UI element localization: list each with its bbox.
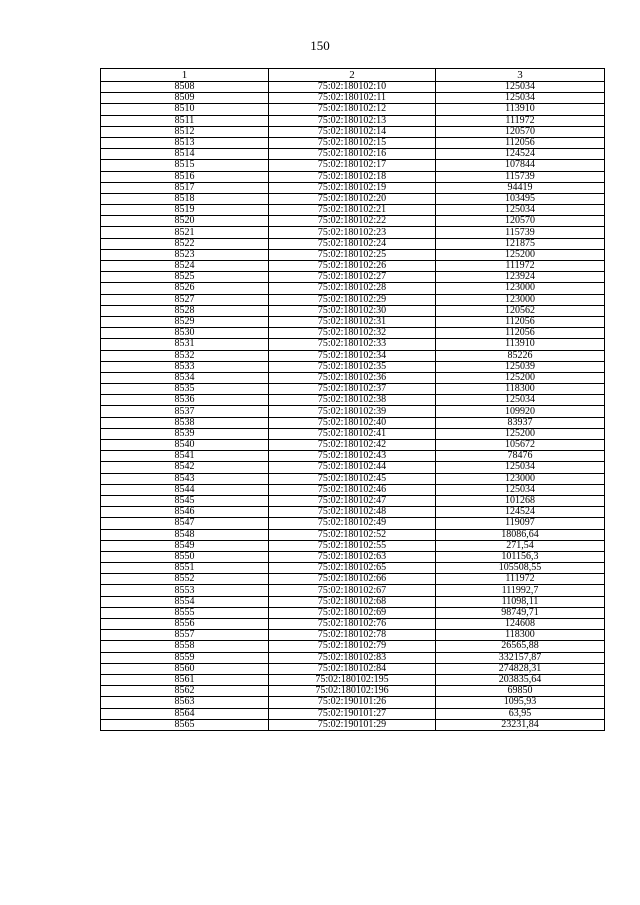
value-cell: 125034 [436,82,605,93]
table-row [101,551,605,562]
row-number-cell: 8565 [101,719,269,730]
row-number-cell: 8522 [101,238,269,249]
cadastral-number-cell: 75:02:180102:26 [269,261,436,272]
cadastral-number-cell: 75:02:180102:21 [269,205,436,216]
row-number-cell: 8515 [101,160,269,171]
cadastral-number-cell: 75:02:180102:46 [269,484,436,495]
value-cell: 125034 [436,205,605,216]
table-row [101,104,605,115]
table-row [101,473,605,484]
value-cell: 120570 [436,126,605,137]
row-number-cell: 8540 [101,440,269,451]
value-cell: 274828,31 [436,663,605,674]
value-cell: 124608 [436,619,605,630]
table-row [101,82,605,93]
row-number-cell: 8539 [101,428,269,439]
cadastral-number-cell: 75:02:180102:10 [269,82,436,93]
value-cell: 105508,55 [436,563,605,574]
cadastral-number-cell: 75:02:180102:29 [269,294,436,305]
row-number-cell: 8532 [101,350,269,361]
row-number-cell: 8547 [101,518,269,529]
value-cell: 26565,88 [436,641,605,652]
row-number-cell: 8526 [101,283,269,294]
table-row [101,227,605,238]
row-number-cell: 8536 [101,395,269,406]
cadastral-number-cell: 75:02:180102:49 [269,518,436,529]
cadastral-number-cell: 75:02:180102:13 [269,115,436,126]
row-number-cell: 8531 [101,339,269,350]
table-row [101,339,605,350]
page-number: 150 [310,38,330,53]
cadastral-number-cell: 75:02:180102:35 [269,361,436,372]
cadastral-number-cell: 75:02:180102:41 [269,428,436,439]
value-cell: 123924 [436,272,605,283]
value-cell: 107844 [436,160,605,171]
column-header-1: 1 [101,69,269,82]
value-cell: 111972 [436,574,605,585]
value-cell: 103495 [436,193,605,204]
value-cell: 98749,71 [436,607,605,618]
row-number-cell: 8523 [101,249,269,260]
row-number-cell: 8557 [101,630,269,641]
cadastral-number-cell: 75:02:180102:83 [269,652,436,663]
row-number-cell: 8550 [101,551,269,562]
value-cell: 125200 [436,372,605,383]
table-row [101,328,605,339]
value-cell: 78476 [436,451,605,462]
value-cell: 115739 [436,171,605,182]
cadastral-number-cell: 75:02:190101:29 [269,719,436,730]
row-number-cell: 8510 [101,104,269,115]
table-row [101,529,605,540]
value-cell: 121875 [436,238,605,249]
cadastral-number-cell: 75:02:180102:66 [269,574,436,585]
row-number-cell: 8553 [101,585,269,596]
row-number-cell: 8537 [101,406,269,417]
value-cell: 63,95 [436,708,605,719]
value-cell: 69850 [436,686,605,697]
cadastral-number-cell: 75:02:190101:27 [269,708,436,719]
row-number-cell: 8541 [101,451,269,462]
cadastral-number-cell: 75:02:180102:18 [269,171,436,182]
table-row [101,630,605,641]
row-number-cell: 8559 [101,652,269,663]
cadastral-number-cell: 75:02:180102:44 [269,462,436,473]
row-number-cell: 8509 [101,93,269,104]
value-cell: 125034 [436,93,605,104]
cadastral-number-cell: 75:02:180102:28 [269,283,436,294]
value-cell: 101268 [436,495,605,506]
value-cell: 332157,87 [436,652,605,663]
value-cell: 115739 [436,227,605,238]
cadastral-number-cell: 75:02:180102:63 [269,551,436,562]
value-cell: 203835,64 [436,674,605,685]
cadastral-number-cell: 75:02:180102:32 [269,328,436,339]
table-row [101,507,605,518]
table-row [101,574,605,585]
row-number-cell: 8554 [101,596,269,607]
cadastral-number-cell: 75:02:180102:24 [269,238,436,249]
table-row [101,451,605,462]
table-body [101,82,605,731]
value-cell: 112056 [436,328,605,339]
value-cell: 125034 [436,462,605,473]
row-number-cell: 8530 [101,328,269,339]
cadastral-number-cell: 75:02:180102:45 [269,473,436,484]
cadastral-number-cell: 75:02:180102:22 [269,216,436,227]
value-cell: 113910 [436,339,605,350]
table-row [101,115,605,126]
cadastral-number-cell: 75:02:180102:34 [269,350,436,361]
row-number-cell: 8517 [101,182,269,193]
cadastral-number-cell: 75:02:180102:196 [269,686,436,697]
table-row [101,652,605,663]
row-number-cell: 8555 [101,607,269,618]
value-cell: 124524 [436,507,605,518]
table-row [101,641,605,652]
value-cell: 109920 [436,406,605,417]
data-table [100,68,605,731]
table-row [101,137,605,148]
cadastral-number-cell: 75:02:180102:195 [269,674,436,685]
table-row [101,719,605,730]
row-number-cell: 8508 [101,82,269,93]
table-row [101,708,605,719]
value-cell: 120562 [436,305,605,316]
cadastral-number-cell: 75:02:180102:84 [269,663,436,674]
row-number-cell: 8527 [101,294,269,305]
table-row [101,686,605,697]
cadastral-number-cell: 75:02:180102:23 [269,227,436,238]
value-cell: 112056 [436,316,605,327]
table-row [101,249,605,260]
value-cell: 83937 [436,417,605,428]
row-number-cell: 8556 [101,619,269,630]
table-row [101,182,605,193]
row-number-cell: 8535 [101,384,269,395]
cadastral-number-cell: 75:02:180102:16 [269,149,436,160]
table-row [101,607,605,618]
table-row [101,171,605,182]
row-number-cell: 8511 [101,115,269,126]
table-header-row [101,69,605,82]
cadastral-number-cell: 75:02:180102:30 [269,305,436,316]
value-cell: 101156,3 [436,551,605,562]
value-cell: 118300 [436,384,605,395]
row-number-cell: 8519 [101,205,269,216]
row-number-cell: 8525 [101,272,269,283]
table-row [101,395,605,406]
table-row [101,294,605,305]
table-row [101,361,605,372]
cadastral-number-cell: 75:02:180102:33 [269,339,436,350]
table-row [101,495,605,506]
cadastral-number-cell: 75:02:180102:52 [269,529,436,540]
row-number-cell: 8548 [101,529,269,540]
value-cell: 105672 [436,440,605,451]
table-row [101,261,605,272]
table-row [101,697,605,708]
cadastral-number-cell: 75:02:180102:20 [269,193,436,204]
cadastral-number-cell: 75:02:180102:37 [269,384,436,395]
cadastral-number-cell: 75:02:180102:55 [269,540,436,551]
cadastral-number-cell: 75:02:180102:14 [269,126,436,137]
table-row [101,428,605,439]
row-number-cell: 8529 [101,316,269,327]
row-number-cell: 8533 [101,361,269,372]
table-row [101,406,605,417]
table-row [101,160,605,171]
value-cell: 123000 [436,473,605,484]
value-cell: 271,54 [436,540,605,551]
cadastral-number-cell: 75:02:180102:31 [269,316,436,327]
cadastral-number-cell: 75:02:180102:79 [269,641,436,652]
value-cell: 85226 [436,350,605,361]
value-cell: 11098,11 [436,596,605,607]
cadastral-number-cell: 75:02:180102:12 [269,104,436,115]
cadastral-number-cell: 75:02:180102:27 [269,272,436,283]
cadastral-number-cell: 75:02:180102:40 [269,417,436,428]
value-cell: 118300 [436,630,605,641]
value-cell: 125034 [436,395,605,406]
row-number-cell: 8544 [101,484,269,495]
table-row [101,518,605,529]
table-row [101,372,605,383]
value-cell: 120570 [436,216,605,227]
row-number-cell: 8545 [101,495,269,506]
table-row [101,283,605,294]
table-row [101,663,605,674]
row-number-cell: 8514 [101,149,269,160]
row-number-cell: 8516 [101,171,269,182]
value-cell: 125200 [436,249,605,260]
table-row [101,205,605,216]
row-number-cell: 8560 [101,663,269,674]
table-row [101,563,605,574]
value-cell: 125039 [436,361,605,372]
row-number-cell: 8543 [101,473,269,484]
table-row [101,440,605,451]
row-number-cell: 8563 [101,697,269,708]
cadastral-number-cell: 75:02:180102:69 [269,607,436,618]
value-cell: 111992,7 [436,585,605,596]
value-cell: 123000 [436,283,605,294]
value-cell: 1095,93 [436,697,605,708]
cadastral-number-cell: 75:02:180102:11 [269,93,436,104]
cadastral-number-cell: 75:02:180102:76 [269,619,436,630]
table-row [101,238,605,249]
table-row [101,619,605,630]
row-number-cell: 8512 [101,126,269,137]
table-row [101,596,605,607]
value-cell: 119097 [436,518,605,529]
table-row [101,417,605,428]
value-cell: 111972 [436,261,605,272]
cadastral-number-cell: 75:02:180102:36 [269,372,436,383]
cadastral-number-cell: 75:02:180102:15 [269,137,436,148]
table-row [101,484,605,495]
cadastral-number-cell: 75:02:180102:25 [269,249,436,260]
value-cell: 124524 [436,149,605,160]
cadastral-number-cell: 75:02:180102:43 [269,451,436,462]
table-row [101,193,605,204]
row-number-cell: 8534 [101,372,269,383]
value-cell: 23231,84 [436,719,605,730]
row-number-cell: 8528 [101,305,269,316]
row-number-cell: 8564 [101,708,269,719]
row-number-cell: 8542 [101,462,269,473]
cadastral-number-cell: 75:02:180102:42 [269,440,436,451]
cadastral-number-cell: 75:02:180102:65 [269,563,436,574]
row-number-cell: 8551 [101,563,269,574]
value-cell: 111972 [436,115,605,126]
row-number-cell: 8549 [101,540,269,551]
cadastral-number-cell: 75:02:180102:48 [269,507,436,518]
table-row [101,216,605,227]
table-row [101,674,605,685]
cadastral-number-cell: 75:02:180102:47 [269,495,436,506]
cadastral-number-cell: 75:02:190101:26 [269,697,436,708]
row-number-cell: 8562 [101,686,269,697]
row-number-cell: 8520 [101,216,269,227]
table-row [101,126,605,137]
row-number-cell: 8558 [101,641,269,652]
table-row [101,93,605,104]
row-number-cell: 8521 [101,227,269,238]
cadastral-number-cell: 75:02:180102:78 [269,630,436,641]
value-cell: 94419 [436,182,605,193]
table-row [101,350,605,361]
table-row [101,305,605,316]
cadastral-number-cell: 75:02:180102:19 [269,182,436,193]
row-number-cell: 8546 [101,507,269,518]
row-number-cell: 8518 [101,193,269,204]
value-cell: 18086,64 [436,529,605,540]
table-row [101,540,605,551]
table-row [101,272,605,283]
row-number-cell: 8513 [101,137,269,148]
table-row [101,585,605,596]
cadastral-number-cell: 75:02:180102:17 [269,160,436,171]
column-header-3: 3 [436,69,605,82]
column-header-2: 2 [269,69,436,82]
table-row [101,316,605,327]
cadastral-number-cell: 75:02:180102:68 [269,596,436,607]
value-cell: 125200 [436,428,605,439]
table-row [101,149,605,160]
row-number-cell: 8538 [101,417,269,428]
cadastral-number-cell: 75:02:180102:39 [269,406,436,417]
value-cell: 123000 [436,294,605,305]
value-cell: 112056 [436,137,605,148]
table-row [101,384,605,395]
cadastral-number-cell: 75:02:180102:38 [269,395,436,406]
value-cell: 113910 [436,104,605,115]
row-number-cell: 8561 [101,674,269,685]
row-number-cell: 8552 [101,574,269,585]
value-cell: 125034 [436,484,605,495]
row-number-cell: 8524 [101,261,269,272]
cadastral-number-cell: 75:02:180102:67 [269,585,436,596]
table-row [101,462,605,473]
